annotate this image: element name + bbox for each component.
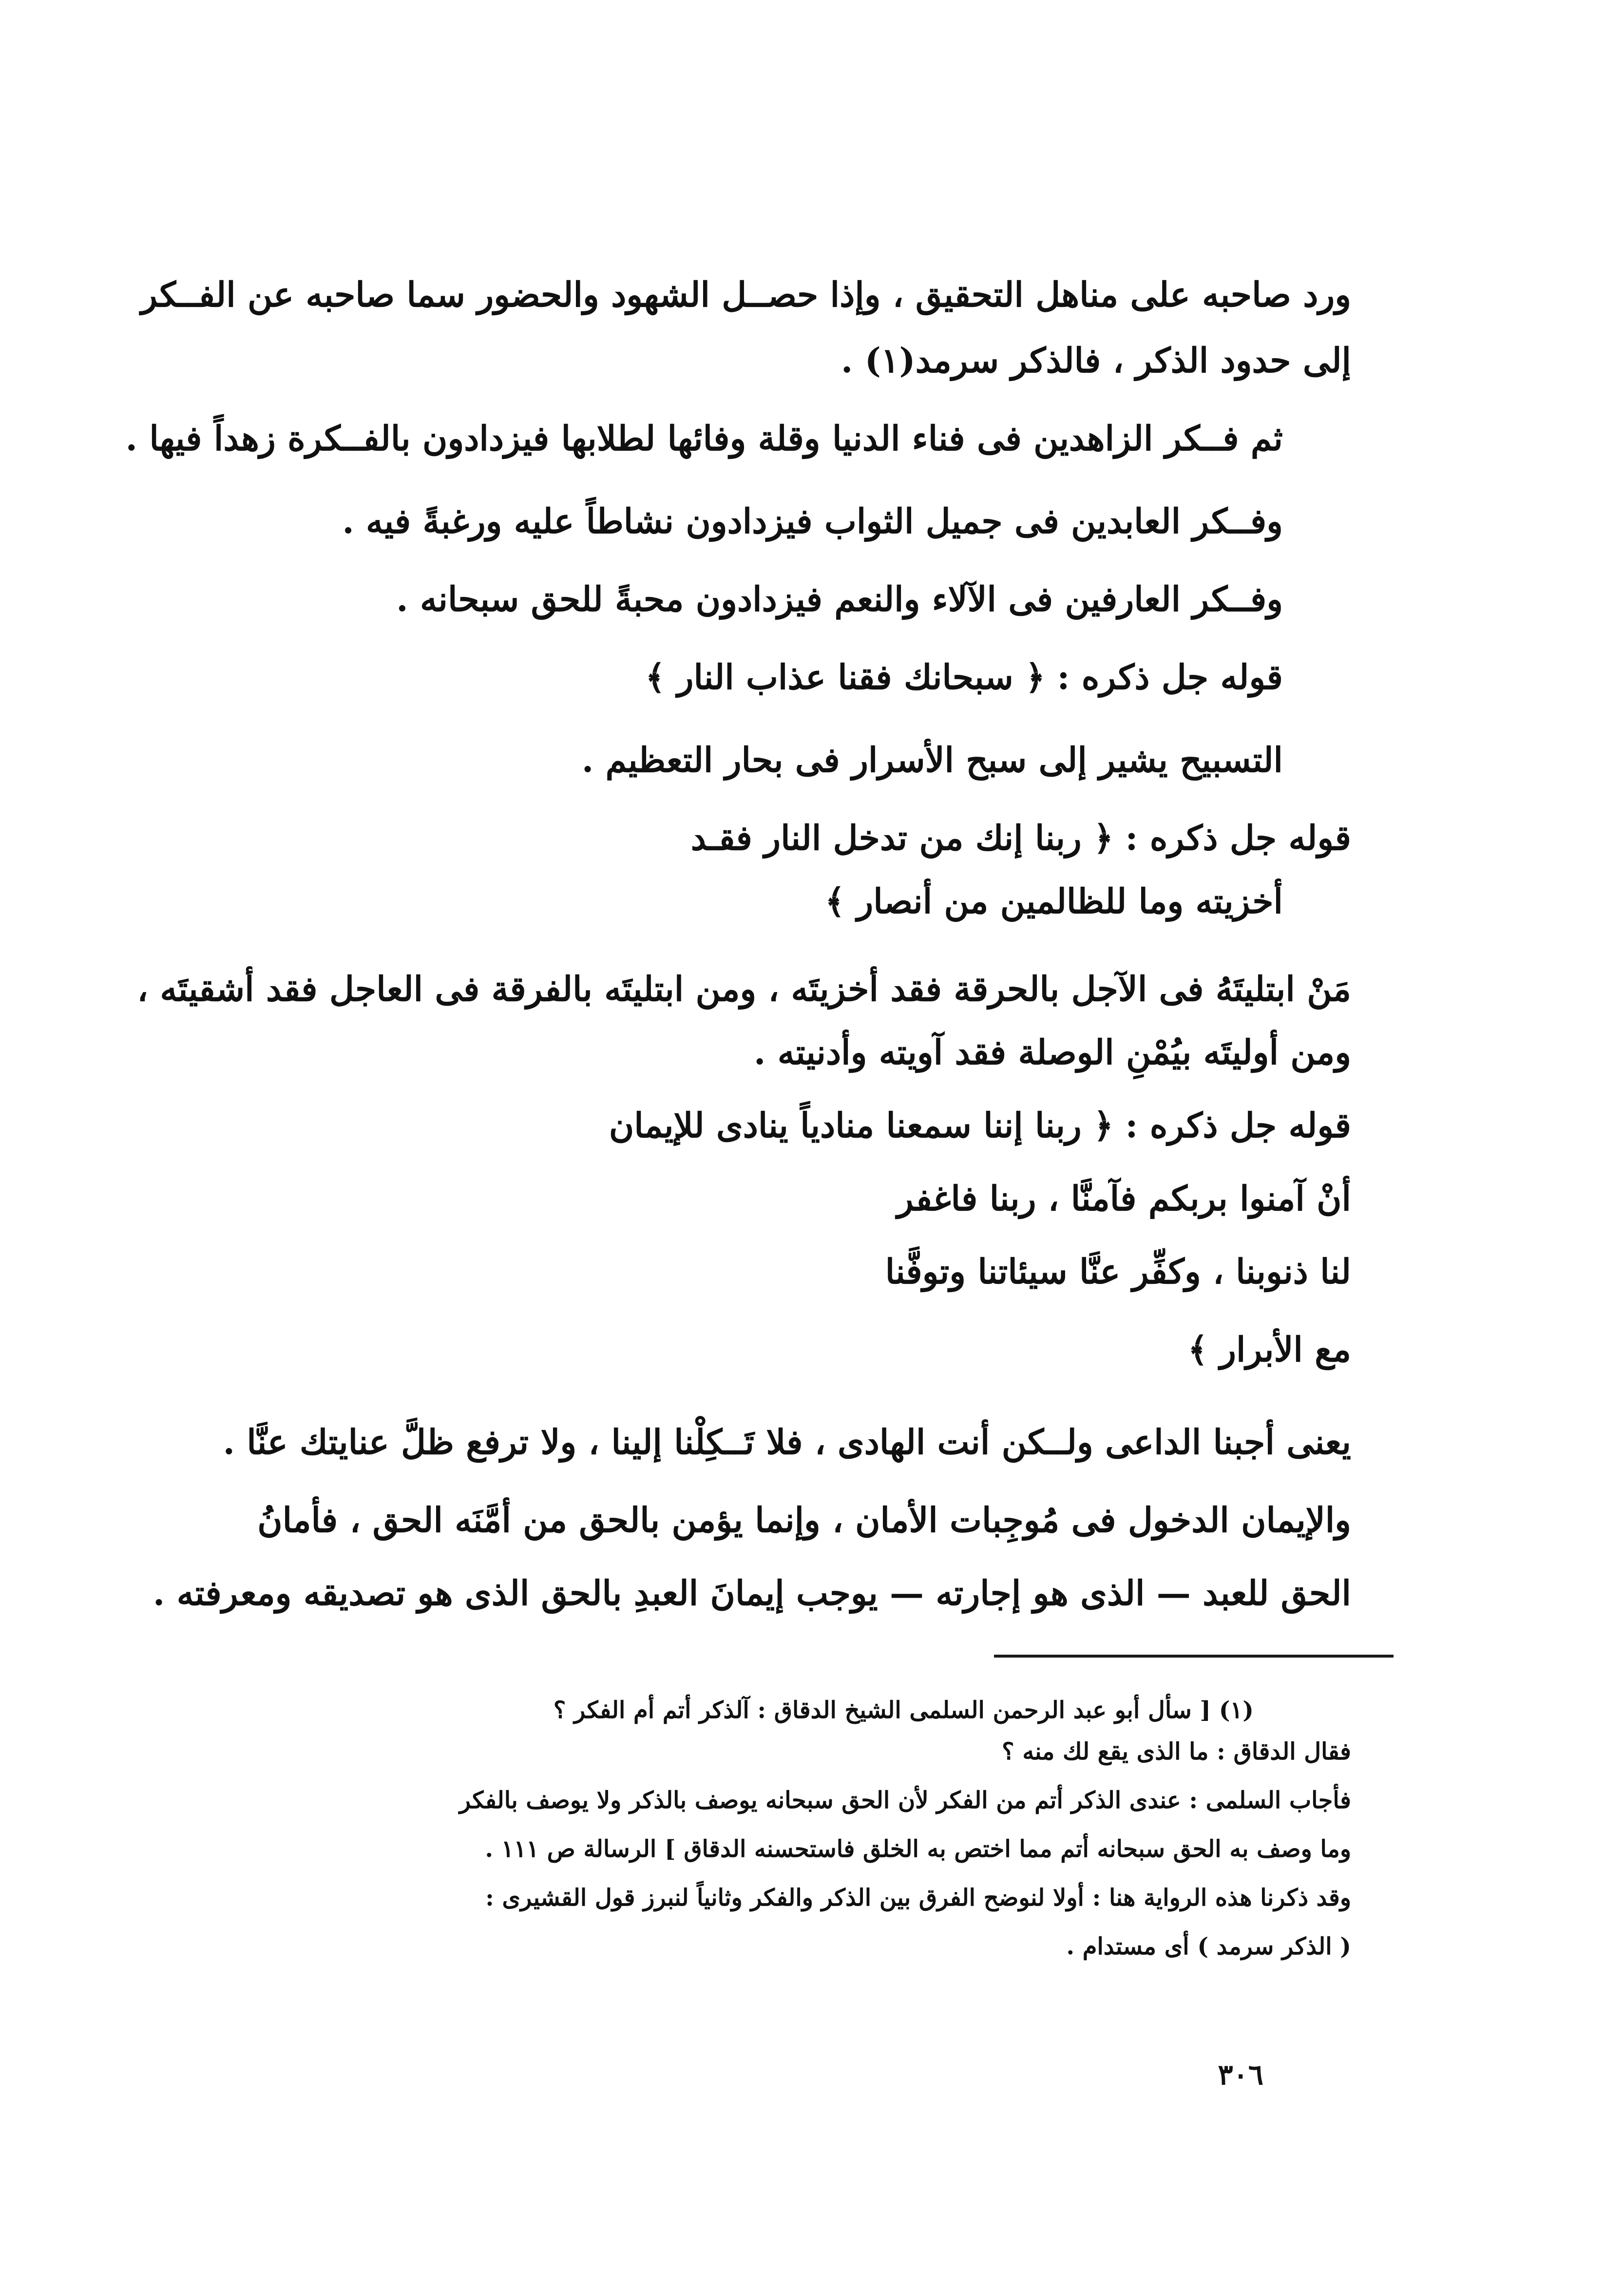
- quran-heading-3-cont-1: أنْ آمنوا بربكم فآمنَّا ، ربنا فاغفر: [897, 1178, 1351, 1219]
- page-number: ٣٠٦: [1218, 2058, 1263, 2091]
- text-line-18: الحق للعبد — الذى هو إجارته — يوجب إيمانَ العبدِ بالحق الذى هو تصديقه ومعرفته .: [153, 1573, 1351, 1613]
- footnote-line-2: فقال الدقاق : ما الذى يقع لك منه ؟: [1002, 1738, 1351, 1765]
- quran-heading-3-cont-3: مع الأبرار ﴾: [1187, 1329, 1351, 1370]
- text-line-11: ومن أوليتَه بيُمْنِ الوصلة فقد آويته وأدنيته .: [753, 1032, 1351, 1072]
- text-line-5: وفــكر العارفين فى الآلاء والنعم فيزدادون محبةً للحق سبحانه .: [396, 579, 1283, 619]
- footnote-line-6: ( الذكر سرمد ) أى مستدام .: [1066, 1933, 1351, 1960]
- quran-heading-2: قوله جل ذكره : ﴿ ربنا إنك من تدخل النار فقـد: [690, 818, 1351, 858]
- quran-heading-3: قوله جل ذكره : ﴿ ربنا إننا سمعنا منادياً ينادى للإيمان: [609, 1105, 1351, 1146]
- footnote-line-4: وما وصف به الحق سبحانه أتم مما اختص به الخلق فاستحسنه الدقاق ] الرسالة ص ١١١ .: [485, 1835, 1351, 1863]
- text-line-2: إلى حدود الذكر ، فالذكر سرمد(١) .: [841, 340, 1351, 381]
- text-line-7: التسبيح يشير إلى سبح الأسرار فى بحار التعظيم .: [581, 740, 1283, 780]
- text-line-1: ورد صاحبه على مناهل التحقيق ، وإذا حصــل الشهود والحضور سما صاحبه عن الفــكر: [141, 274, 1351, 315]
- footnote-line-5: وقد ذكرنا هذه الرواية هنا : أولا لنوضح الفرق بين الذكر والفكر وثانياً لنبرز قول القشيرى :: [485, 1884, 1351, 1911]
- footnote-line-1: (١) [ سأل أبو عبد الرحمن السلمى الشيخ الدقاق : آلذكر أتم أم الفكر ؟: [553, 1697, 1254, 1724]
- text-line-3: ثم فــكر الزاهدين فى فناء الدنيا وقلة وفائها لطلابها فيزدادون بالفــكرة زهداً فيها .: [125, 418, 1283, 458]
- text-line-10: مَنْ ابتليتَهُ فى الآجل بالحرقة فقد أخزيتَه ، ومن ابتليتَه بالفرقة فى العاجل فقد أشقيتَه ،: [137, 969, 1351, 1009]
- text-line-4: وفــكر العابدين فى جميل الثواب فيزدادون نشاطاً عليه ورغبةً فيه .: [342, 501, 1283, 541]
- text-line-17: والإيمان الدخول فى مُوجِبات الأمان ، وإنما يؤمن بالحق من أمَّنَه الحق ، فأمانُ: [257, 1500, 1351, 1540]
- footnote-line-3: فأجاب السلمى : عندى الذكر أتم من الفكر لأن الحق سبحانه يوصف بالذكر ولا يوصف بالفكر: [459, 1787, 1351, 1814]
- footnote-divider: [994, 1655, 1394, 1658]
- quran-heading-2-cont: أخزيته وما للظالمين من أنصار ﴾: [825, 881, 1283, 921]
- text-line-16: يعنى أجبنا الداعى ولــكن أنت الهادى ، فلا تَــكِلْنا إلينا ، ولا ترفع ظلَّ عنايتك عنَّا .: [223, 1422, 1351, 1462]
- quran-heading-3-cont-2: لنا ذنوبنا ، وكفِّر عنَّا سيئاتنا وتوفَّنا: [885, 1251, 1351, 1292]
- quran-heading-1: قوله جل ذكره : ﴿ سبحانك فقنا عذاب النار ﴾: [645, 657, 1283, 697]
